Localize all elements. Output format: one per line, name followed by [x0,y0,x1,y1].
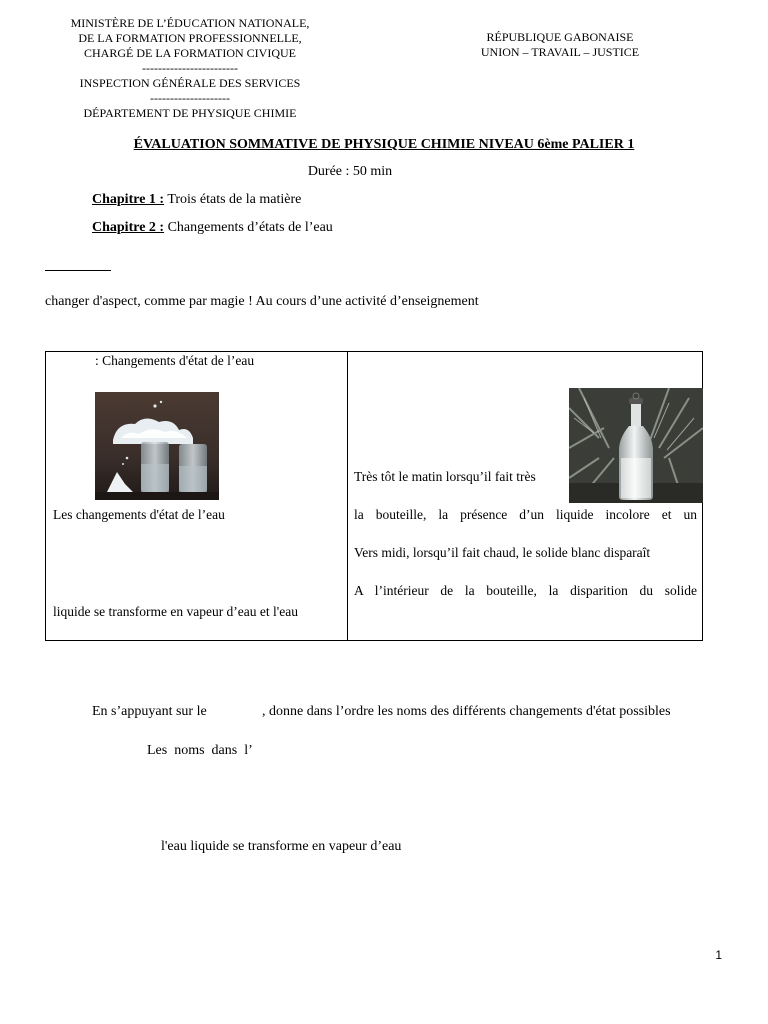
table-left-heading: : Changements d'état de l’eau [95,353,255,368]
ministry-line: DÉPARTEMENT DE PHYSIQUE CHIMIE [83,106,297,120]
table-right-line2: la bouteille, la présence d’un liquide incolore et un [354,507,697,522]
question-line-3: l'eau liquide se transforme en vapeur d’eau [161,839,402,854]
republic-line: RÉPUBLIQUE GABONAISE [486,30,634,44]
table-left-caption: Les changements d'état de l’eau [53,507,225,522]
table-divider [347,351,348,641]
chapter-label: Chapitre 1 : [92,192,165,207]
ministry-line: CHARGÉ DE LA FORMATION CIVIQUE [84,46,296,60]
chapter-text: Trois états de la matière [164,192,302,207]
bottle-photo [569,388,703,503]
ministry-line: DE LA FORMATION PROFESSIONNELLE, [78,31,302,45]
motto-line: UNION – TRAVAIL – JUSTICE [480,45,640,59]
ministry-header [40,16,340,121]
ice-water-glasses-photo [95,392,219,500]
chapter-2 [92,220,333,236]
chapter-label: Chapitre 2 : [92,220,165,235]
exam-title: ÉVALUATION SOMMATIVE DE PHYSIQUE CHIMIE NIVEAU 6ème PALIER 1 [133,137,635,152]
question-line-start: En s’appuyant sur le [92,704,207,719]
table-right-line4: A l’intérieur de la bouteille, la disparition du solide [354,583,697,598]
intro-text: changer d'aspect, comme par magie ! Au cours d’une activité d’enseignement [45,294,479,309]
separator-line: ------------------------ [142,61,238,75]
chapter-1 [92,192,301,208]
separator-line: -------------------- [150,91,230,105]
exam-duration: Durée : 50 min [307,164,393,179]
table-right-line3: Vers midi, lorsqu’il fait chaud, le solide blanc disparaît [354,545,651,560]
chapter-text: Changements d’états de l’eau [164,220,333,235]
table-right-line1: Très tôt le matin lorsqu’il fait très [354,469,536,484]
republic-header [460,30,660,60]
page-number: 1 [715,948,722,962]
table-left-bottom: liquide se transforme en vapeur d’eau et l'eau [53,604,298,619]
ministry-line: MINISTÈRE DE L’ÉDUCATION NATIONALE, [70,16,310,30]
ministry-line: INSPECTION GÉNÉRALE DES SERVICES [79,76,301,90]
short-rule [45,270,111,271]
question-line-end: , donne dans l’ordre les noms des différents changements d'état possibles [262,704,671,719]
question-line-2: Les noms dans l’ [147,743,253,758]
